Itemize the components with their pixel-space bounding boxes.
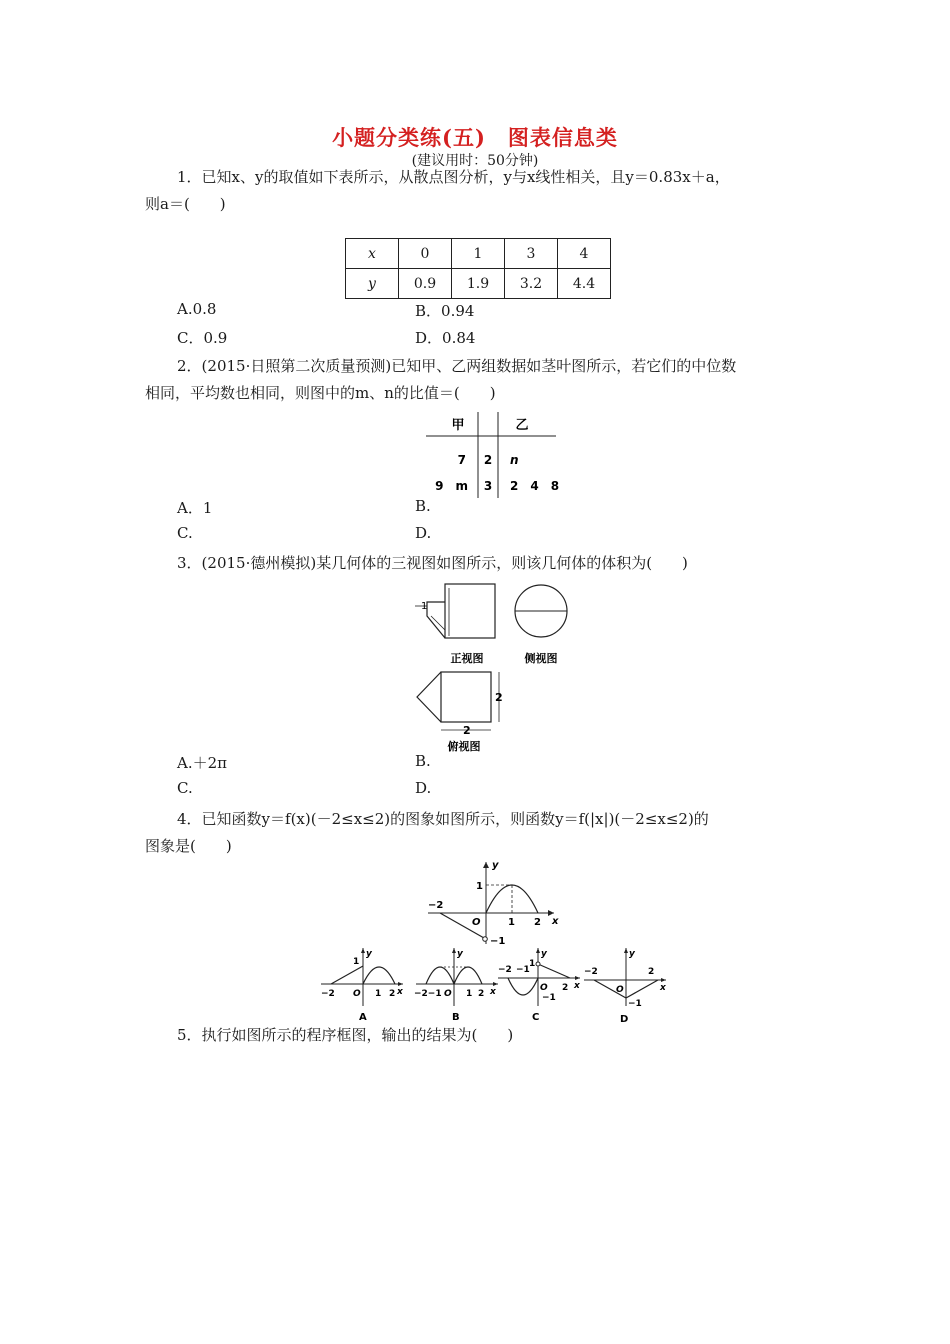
q4-choice-d-graph[interactable]	[580, 944, 670, 1024]
q4-text-line1: 4．已知函数y＝f(x)(－2≤x≤2)的图象如图所示，则函数y＝f(|x|)(－2≤x≤2)的	[177, 810, 709, 828]
q2-option-b: B.	[415, 497, 431, 515]
axis-label-y: y	[366, 949, 372, 959]
q3-option-b: B.	[415, 752, 431, 770]
q4-choice-b-graph[interactable]	[412, 944, 502, 1024]
q3-option-d: D.	[415, 779, 432, 797]
table-cell: 1	[452, 239, 505, 269]
origin-label: O	[540, 983, 548, 993]
q2-text-line1: 2．(2015·日照第二次质量预测)已知甲、乙两组数据如茎叶图所示，若它们的中位数	[177, 357, 737, 375]
axis-label-y: y	[629, 949, 635, 959]
tick-label: 2	[648, 967, 655, 977]
stemleaf-left-header: 甲	[451, 418, 465, 433]
side-view-label: 侧视图	[524, 652, 558, 665]
stemleaf-stem: 3	[483, 479, 493, 493]
axis-label-x: x	[574, 981, 580, 991]
tick-label: −1	[628, 999, 642, 1009]
axis-label-y: y	[492, 860, 499, 871]
stemleaf-left-leaf: 9 m	[435, 479, 468, 493]
q4-main-function-graph	[420, 858, 560, 948]
q3-three-view-diagram	[405, 580, 575, 755]
axis-label-x: x	[552, 916, 559, 927]
q3-option-a: A.＋2π	[177, 754, 228, 772]
tick-label: 2	[562, 983, 569, 993]
tick-label: 1	[508, 917, 515, 928]
table-cell: 4	[558, 239, 611, 269]
tick-label: −1	[490, 936, 506, 947]
stemleaf-right-header: 乙	[515, 418, 529, 433]
axis-label-x: x	[660, 983, 666, 993]
q1-text-line1: 1．已知x、y的取值如下表所示，从散点图分析，y与x线性相关，且y＝0.83x＋a，	[177, 168, 730, 186]
origin-label: O	[616, 985, 624, 995]
q2-option-a: A．1	[177, 499, 213, 517]
tick-label: −1	[542, 993, 556, 1003]
tick-label: 2	[389, 989, 396, 999]
table-cell: 4.4	[558, 269, 611, 299]
tick-label: −2−1	[414, 989, 442, 999]
tick-label: −2	[498, 965, 512, 975]
q4-choice-c-graph[interactable]	[494, 944, 584, 1024]
front-view	[415, 584, 495, 638]
axis-label-x: x	[397, 987, 403, 997]
table-cell: y	[346, 269, 399, 299]
axis-label-y: y	[541, 949, 547, 959]
side-view	[515, 585, 567, 637]
top-view-label: 俯视图	[447, 740, 481, 753]
page-title: 小题分类练(五) 图表信息类	[332, 125, 618, 150]
dim-label: 2	[495, 691, 503, 704]
table-cell: 0	[399, 239, 452, 269]
tick-label: 2	[534, 917, 541, 928]
dim-label: 1	[421, 601, 428, 612]
q2-text-line2: 相同，平均数也相同，则图中的m、n的比值＝( )	[145, 384, 496, 402]
stemleaf-stem: 2	[483, 453, 493, 467]
choice-label-a: A	[359, 1012, 367, 1023]
axis-label-y: y	[457, 949, 463, 959]
q4-choice-a-graph[interactable]	[317, 944, 407, 1024]
tick-label: −2	[584, 967, 598, 977]
q2-stem-leaf-diagram	[420, 408, 560, 500]
q4-text-line2: 图象是( )	[145, 837, 232, 855]
stemleaf-right-leaf: n	[510, 453, 519, 467]
tick-label: 1	[476, 881, 483, 892]
q1-option-d: D．0.84	[415, 329, 476, 347]
table-cell: 3	[505, 239, 558, 269]
choice-label-d: D	[620, 1014, 629, 1024]
q5-text-line1: 5．执行如图所示的程序框图，输出的结果为( )	[177, 1026, 514, 1044]
page-subtitle: (建议用时：50分钟)	[411, 153, 539, 169]
table-row	[346, 239, 611, 269]
q1-option-b: B．0.94	[415, 302, 475, 320]
q1-option-c: C．0.9	[177, 329, 228, 347]
tick-label: 2	[478, 989, 485, 999]
dim-label: 2	[463, 724, 471, 737]
tick-label: 1	[353, 957, 360, 967]
q2-option-c: C.	[177, 524, 193, 542]
q1-data-table	[345, 238, 611, 299]
table-row	[346, 269, 611, 299]
q3-option-c: C.	[177, 779, 193, 797]
choice-label-b: B	[452, 1012, 460, 1023]
origin-label: O	[472, 917, 481, 928]
table-cell: x	[346, 239, 399, 269]
tick-label: −1	[516, 965, 530, 975]
tick-label: 1	[375, 989, 382, 999]
tick-label: −2	[321, 989, 335, 999]
origin-label: O	[444, 989, 452, 999]
stemleaf-left-leaf: 7	[457, 453, 466, 467]
tick-label: −2	[428, 900, 444, 911]
origin-label: O	[353, 989, 361, 999]
q3-text-line1: 3．(2015·德州模拟)某几何体的三视图如图所示，则该几何体的体积为( )	[177, 554, 688, 572]
front-view-label: 正视图	[450, 652, 484, 665]
q2-option-d: D.	[415, 524, 432, 542]
tick-label: 1	[466, 989, 473, 999]
tick-label: 1	[529, 959, 536, 969]
choice-label-c: C	[532, 1012, 540, 1023]
top-view	[417, 672, 503, 737]
q1-text-line2: 则a＝( )	[145, 195, 226, 213]
table-cell: 0.9	[399, 269, 452, 299]
axis-label-x: x	[490, 987, 496, 997]
stemleaf-right-leaf: 2 4 8	[510, 479, 560, 493]
q1-option-a: A.0.8	[177, 300, 217, 318]
table-cell: 3.2	[505, 269, 558, 299]
table-cell: 1.9	[452, 269, 505, 299]
